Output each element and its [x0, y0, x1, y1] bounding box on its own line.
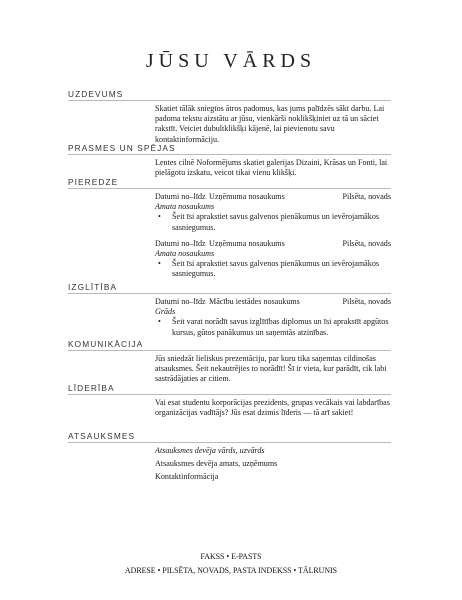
experience-bullet: • Šeit īsi aprakstiet savus galvenos pienākumus un ievērojamākos sasniegumus. — [155, 212, 391, 232]
education-location: Pilsēta, novads — [342, 297, 391, 306]
education-section — [68, 282, 391, 338]
resume-name[interactable]: JŪSU VĀRDS — [145, 50, 317, 72]
experience-section — [68, 177, 391, 280]
leadership-text[interactable]: Vai esat studentu korporācijas prezidents, grupas vecākais vai labdarības organizācijas vadītājs? Jūs esat dzimis līderis — tā arī sakiet! — [155, 398, 390, 418]
reference-position: Atsauksmes devēja amats, uzņēmums — [155, 459, 278, 469]
skills-section — [68, 143, 391, 178]
education-bullet: • Šeit varat norādīt savus izglītības diplomus un īsi aprakstīt apgūtos kursus, gūtos panākumus un saņemtās atzinības. — [155, 317, 391, 337]
experience-company: Uzņēmuma nosaukums — [209, 238, 285, 248]
experience-company: Uzņēmuma nosaukums — [209, 192, 285, 201]
experience-bullet: • Šeit īsi aprakstiet savus galvenos pienākumus un ievērojamākos sasniegumus. — [155, 259, 391, 279]
experience-dates: Datumi no–līdz — [155, 238, 206, 248]
experience-title: Amata nosaukums — [155, 249, 215, 259]
experience-heading: PIEREDZE — [68, 177, 391, 189]
skills-text[interactable]: Lentes cilnē Noformējums skatiet galerijas Dizaini, Krāsas un Fonti, lai pielāgotu izskatu, veicot tikai vienu klikšķi. — [155, 158, 388, 178]
references-content[interactable] — [155, 443, 391, 483]
objective-section — [68, 89, 391, 145]
objective-text[interactable]: Skatiet tālāk sniegtos ātros padomus, kas jums palīdzēs sākt darbu. Lai padoma tekstu aizstātu ar jūsu, vienkārši noklikšķiniet uz tā un sāciet rakstīt. Veiciet dubultklikšķi kājenē, lai pievienotu savu kontaktinformāciju. — [155, 104, 385, 144]
education-entry[interactable] — [155, 294, 391, 338]
experience-dates: Datumi no–līdz — [155, 192, 206, 201]
leadership-heading: LĪDERĪBA — [68, 383, 391, 395]
education-heading: IZGLĪTĪBA — [68, 282, 391, 294]
experience-location: Pilsēta, novads — [342, 238, 391, 248]
communication-section — [68, 339, 391, 385]
experience-title: Amata nosaukums — [155, 202, 215, 212]
objective-heading: UZDEVUMS — [68, 89, 391, 101]
experience-entry[interactable] — [155, 239, 391, 280]
footer-line-1[interactable]: FAKSS • E-PASTS — [200, 552, 262, 561]
reference-contact: Kontaktinformācija — [155, 472, 219, 482]
education-school: Mācību iestādes nosaukums — [209, 297, 300, 306]
footer-line-2[interactable]: ADRESE • PILSĒTA, NOVADS, PASTA INDEKSS • TĀLRUNIS — [124, 566, 338, 575]
references-heading: ATSAUKSMES — [68, 431, 391, 443]
communication-text[interactable]: Jūs sniedzāt lieliskus prezentāciju, par kuru tika saņemtas cildinošas atsauksmes. Šeit nekautrējies to norādīt! Šī ir vieta, kur parādīt, cik labi sastrādājaties ar citiem. — [155, 354, 387, 384]
communication-heading: KOMUNIKĀCIJA — [68, 339, 391, 351]
education-degree: Grāds — [155, 307, 176, 317]
experience-location: Pilsēta, novads — [342, 192, 391, 201]
education-dates: Datumi no–līdz — [155, 297, 206, 306]
skills-heading: PRASMES UN SPĒJAS — [68, 143, 391, 155]
reference-name: Atsauksmes devēja vārds, uzvārds — [155, 446, 265, 455]
references-section — [68, 431, 391, 483]
experience-entry[interactable] — [155, 192, 391, 233]
experience-content — [155, 189, 391, 280]
leadership-section — [68, 383, 391, 418]
